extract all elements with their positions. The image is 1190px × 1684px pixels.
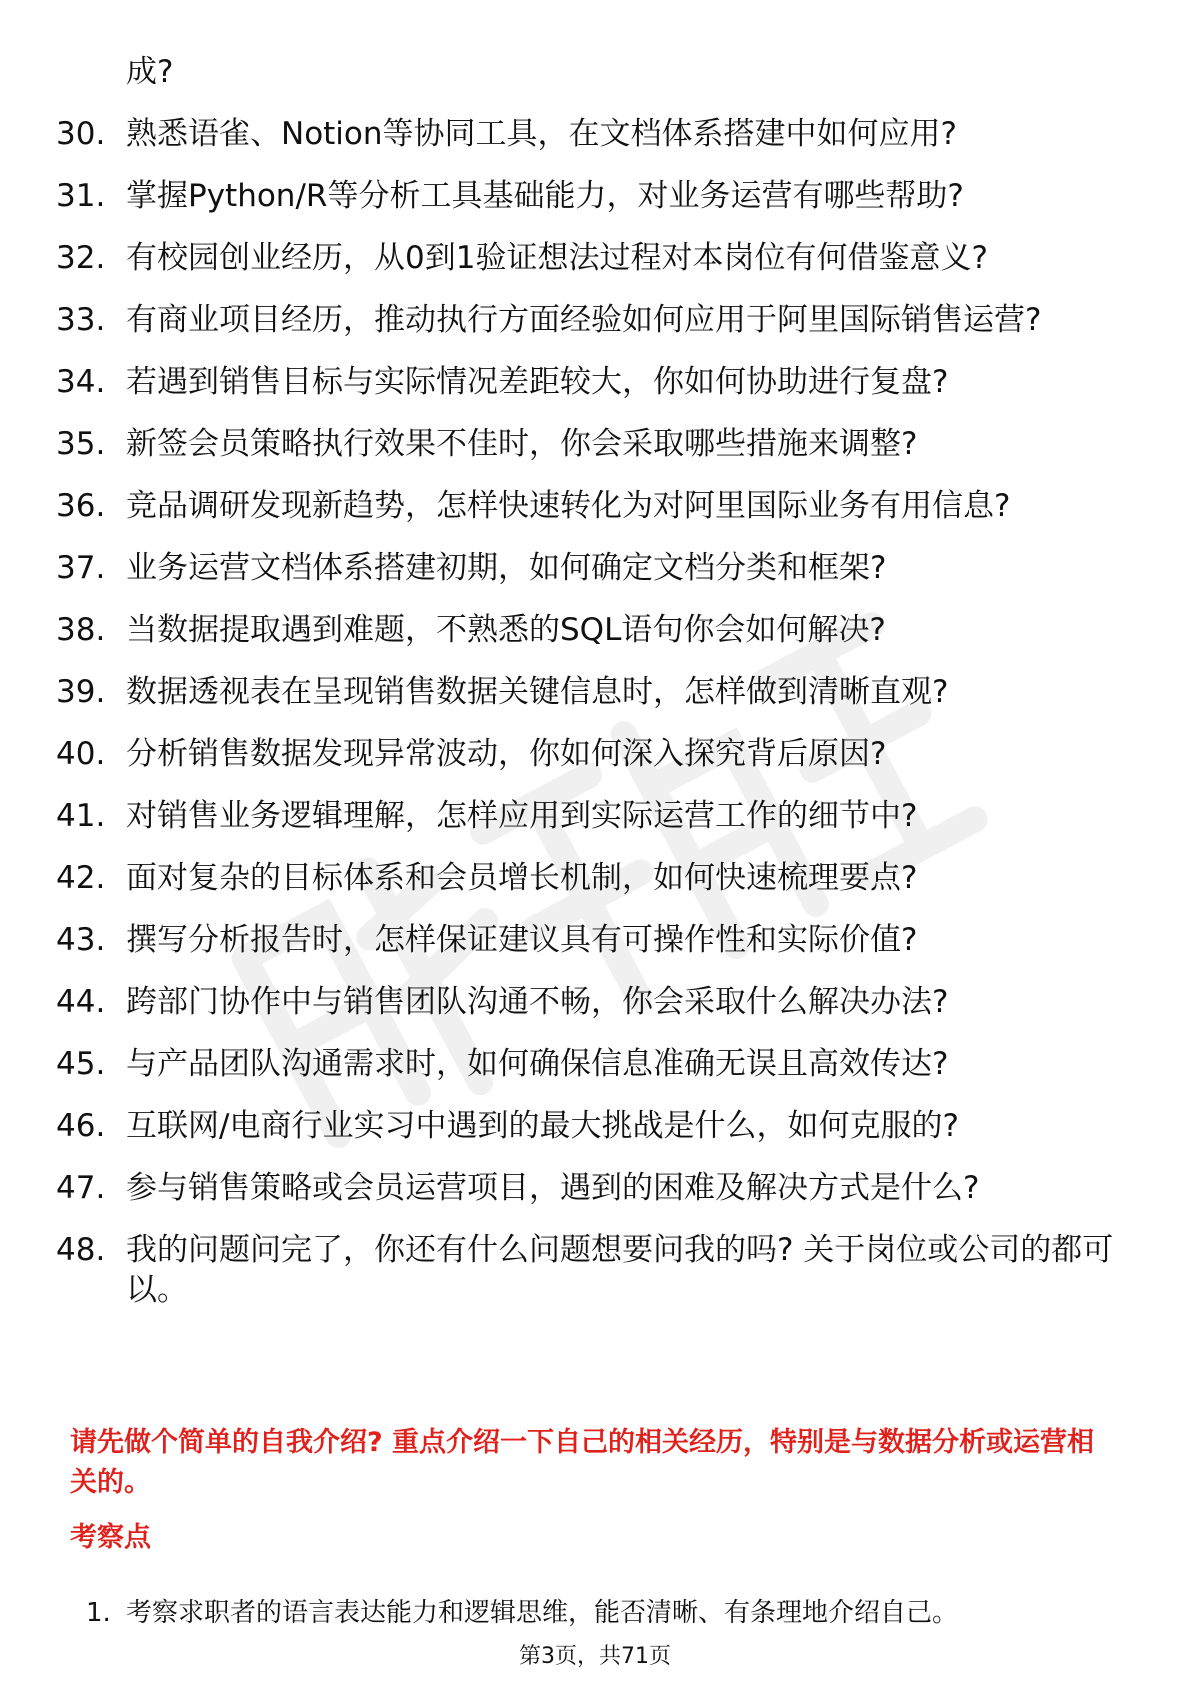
question-text: 分析销售数据发现异常波动，你如何深入探究背后原因? xyxy=(126,736,887,772)
question-item xyxy=(56,1044,1116,1084)
question-item xyxy=(56,238,1116,278)
question-text: 数据透视表在呈现销售数据关键信息时，怎样做到清晰直观? xyxy=(126,674,949,710)
question-item xyxy=(56,982,1116,1022)
assessment-points-list xyxy=(86,1595,1136,1631)
question-number: 36. xyxy=(56,488,106,524)
question-number: 31. xyxy=(56,178,106,214)
question-text: 互联网/电商行业实习中遇到的最大挑战是什么，如何克服的? xyxy=(126,1108,959,1144)
question-number: 42. xyxy=(56,860,106,896)
question-number: 40. xyxy=(56,736,106,772)
question-text: 跨部门协作中与销售团队沟通不畅，你会采取什么解决办法? xyxy=(126,984,949,1020)
question-item xyxy=(56,424,1116,464)
question-item xyxy=(56,548,1116,588)
page-footer: 第3页，共71页 xyxy=(519,1644,671,1669)
assessment-point xyxy=(86,1595,1136,1631)
question-text: 新签会员策略执行效果不佳时，你会采取哪些措施来调整? xyxy=(126,426,918,462)
question-number: 48. xyxy=(56,1232,106,1268)
question-item xyxy=(56,920,1116,960)
question-item xyxy=(56,1168,1116,1208)
question-number: 41. xyxy=(56,798,106,834)
question-text: 竞品调研发现新趋势，怎样快速转化为对阿里国际业务有用信息? xyxy=(126,488,1011,524)
question-text: 面对复杂的目标体系和会员增长机制，如何快速梳理要点? xyxy=(126,860,918,896)
question-text: 若遇到销售目标与实际情况差距较大，你如何协助进行复盘? xyxy=(126,364,949,400)
question-text: 我的问题问完了，你还有什么问题想要问我的吗? 关于岗位或公司的都可以。 xyxy=(126,1232,1114,1308)
question-number: 34. xyxy=(56,364,106,400)
question-item xyxy=(56,672,1116,712)
question-number: 46. xyxy=(56,1108,106,1144)
question-text: 当数据提取遇到难题，不熟悉的SQL语句你会如何解决? xyxy=(126,612,886,648)
question-number: 43. xyxy=(56,922,106,958)
question-item xyxy=(56,300,1116,340)
question-item xyxy=(56,796,1116,836)
question-number: 33. xyxy=(56,302,106,338)
question-item xyxy=(56,362,1116,402)
question-item xyxy=(56,858,1116,898)
assessment-point-text: 考察求职者的语言表达能力和逻辑思维，能否清晰、有条理地介绍自己。 xyxy=(126,1598,959,1628)
question-text: 对销售业务逻辑理解，怎样应用到实际运营工作的细节中? xyxy=(126,798,918,834)
question-item xyxy=(56,610,1116,650)
question-item xyxy=(56,1230,1116,1310)
question-text: 有商业项目经历，推动执行方面经验如何应用于阿里国际销售运营? xyxy=(126,302,1042,338)
question-number: 30. xyxy=(56,116,106,152)
question-text: 业务运营文档体系搭建初期，如何确定文档分类和框架? xyxy=(126,550,887,586)
assessment-point-number: 1. xyxy=(86,1598,111,1628)
question-number: 44. xyxy=(56,984,106,1020)
question-number: 32. xyxy=(56,240,106,276)
question-text: 有校园创业经历，从0到1验证想法过程对本岗位有何借鉴意义? xyxy=(126,240,988,276)
continued-question-tail: 成? xyxy=(126,54,174,90)
section-title-assessment-points: 考察点 xyxy=(70,1522,151,1553)
question-item xyxy=(56,486,1116,526)
question-number: 45. xyxy=(56,1046,106,1082)
question-number: 47. xyxy=(56,1170,106,1206)
question-text: 熟悉语雀、Notion等协同工具，在文档体系搭建中如何应用? xyxy=(126,116,957,152)
question-text: 掌握Python/R等分析工具基础能力，对业务运营有哪些帮助? xyxy=(126,178,964,214)
question-number: 39. xyxy=(56,674,106,710)
question-number: 38. xyxy=(56,612,106,648)
question-item xyxy=(56,176,1116,216)
question-item xyxy=(56,734,1116,774)
question-text: 与产品团队沟通需求时，如何确保信息准确无误且高效传达? xyxy=(126,1046,949,1082)
question-text: 撰写分析报告时，怎样保证建议具有可操作性和实际价值? xyxy=(126,922,918,958)
question-number: 37. xyxy=(56,550,106,586)
question-item xyxy=(56,114,1116,154)
question-text: 参与销售策略或会员运营项目，遇到的困难及解决方式是什么? xyxy=(126,1170,980,1206)
question-number: 35. xyxy=(56,426,106,462)
question-list xyxy=(56,114,1116,1332)
question-item xyxy=(56,1106,1116,1146)
interview-prompt: 请先做个简单的自我介绍? 重点介绍一下自己的相关经历，特别是与数据分析或运营相关的。 xyxy=(70,1427,1095,1498)
